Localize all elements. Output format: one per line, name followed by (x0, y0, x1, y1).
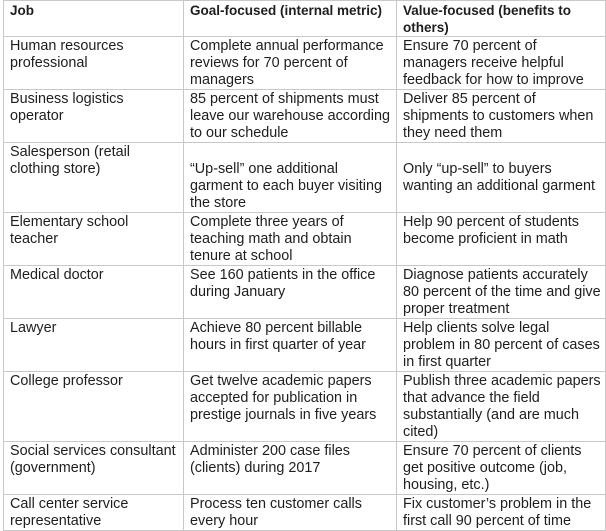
job-cell: Human resources professional (4, 37, 184, 90)
job-cell: College professor (4, 372, 184, 442)
header-row (4, 1, 606, 37)
goal-cell: Process ten customer calls every hour (184, 495, 397, 531)
value-cell-text: Only “up-sell” to buyers wanting an additional garment (403, 161, 596, 194)
goal-cell: See 160 patients in the office during January (184, 266, 397, 319)
table-row (4, 266, 606, 319)
table-row (4, 372, 606, 442)
table-row (4, 143, 606, 213)
header-job: Job (4, 1, 184, 37)
goal-cell: 85 percent of shipments must leave our warehouse according to our schedule (184, 90, 397, 143)
job-cell: Call center service representative (4, 495, 184, 531)
value-cell: Help clients solve legal problem in 80 percent of cases in first quarter (397, 319, 606, 372)
value-cell (397, 143, 606, 213)
job-cell: Lawyer (4, 319, 184, 372)
value-cell: Publish three academic papers that advance the field substantially (and are much cited) (397, 372, 606, 442)
job-cell: Elementary school teacher (4, 213, 184, 266)
value-cell: Deliver 85 percent of shipments to customers when they need them (397, 90, 606, 143)
goal-cell: Complete three years of teaching math and obtain tenure at school (184, 213, 397, 266)
goal-vs-value-table (3, 0, 606, 531)
job-cell: Business logistics operator (4, 90, 184, 143)
table-row (4, 90, 606, 143)
table-header (4, 1, 606, 37)
comparison-table-wrapper (3, 0, 605, 531)
table-row (4, 319, 606, 372)
table-row (4, 495, 606, 531)
value-cell: Ensure 70 percent of managers receive helpful feedback for how to improve (397, 37, 606, 90)
goal-cell: Administer 200 case files (clients) during 2017 (184, 442, 397, 495)
job-cell: Salesperson (retail clothing store) (4, 143, 184, 213)
table-body (4, 37, 606, 531)
goal-cell-text: “Up-sell” one additional garment to each buyer visiting the store (190, 161, 382, 211)
value-cell: Fix customer’s problem in the first call 90 percent of time (397, 495, 606, 531)
goal-cell (184, 143, 397, 213)
value-cell: Diagnose patients accurately 80 percent of the time and give proper treatment (397, 266, 606, 319)
job-cell: Medical doctor (4, 266, 184, 319)
table-row (4, 37, 606, 90)
table-row (4, 442, 606, 495)
header-goal-focused: Goal-focused (internal metric) (184, 1, 397, 37)
table-row (4, 213, 606, 266)
goal-cell: Get twelve academic papers accepted for publication in prestige journals in five years (184, 372, 397, 442)
goal-cell: Complete annual performance reviews for 70 percent of managers (184, 37, 397, 90)
value-cell: Help 90 percent of students become proficient in math (397, 213, 606, 266)
goal-cell: Achieve 80 percent billable hours in first quarter of year (184, 319, 397, 372)
job-cell: Social services consultant (government) (4, 442, 184, 495)
header-value-focused: Value-focused (benefits to others) (397, 1, 606, 37)
value-cell: Ensure 70 percent of clients get positive outcome (job, housing, etc.) (397, 442, 606, 495)
